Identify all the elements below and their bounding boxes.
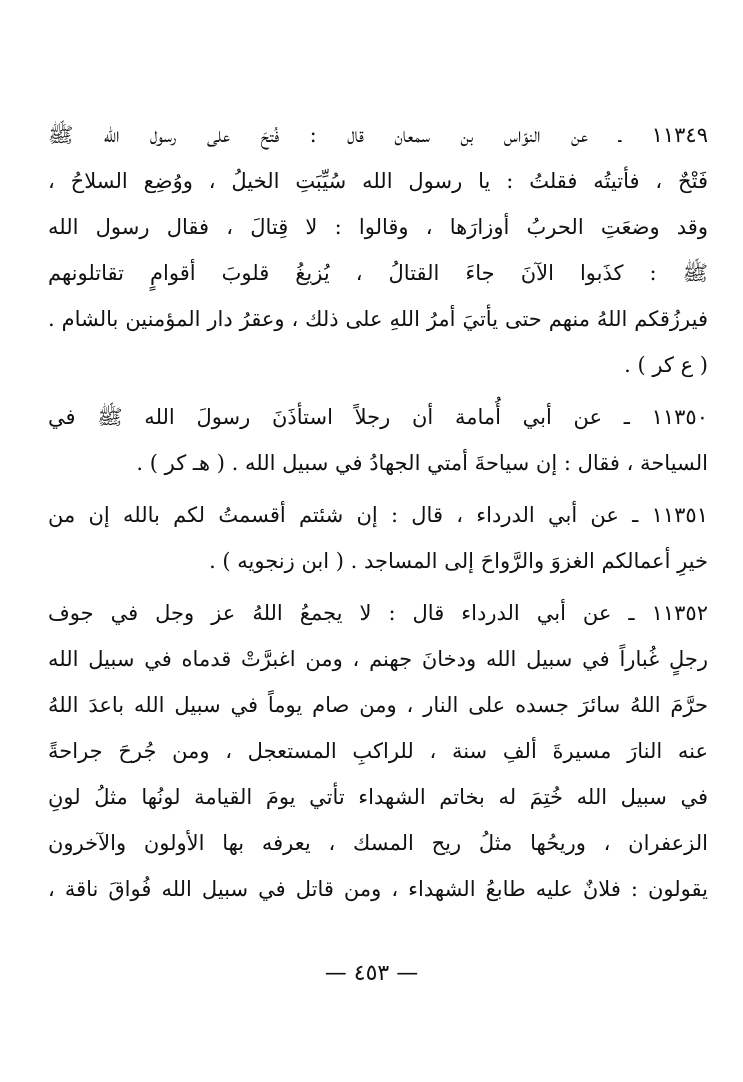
text-line: خيرِ أعمالكم الغزوَ والرَّواحَ إلى المساجد . ( ابن زنجويه ) .: [209, 549, 708, 573]
text-line: وقد وضعَتِ الحربُ أوزارَها ، وقالوا : لا قِتالَ ، فقال رسول الله: [48, 215, 708, 239]
text-line: يقولون : فلانٌ عليه طابعُ الشهداء ، ومن قاتل في سبيل الله فُواقَ ناقة ،: [48, 877, 708, 901]
text-line: السياحة ، فقال : إن سياحةَ أمتي الجهادُ في سبيل الله . ( هـ كر ) .: [136, 451, 708, 475]
page-body: [48, 112, 708, 912]
source-reference: ( ع كر ) .: [624, 353, 708, 377]
text-line: فَتْحٌ ، فأتيتُه فقلتُ : يا رسول الله سُيِّبَتِ الخيلُ ، ووُضِع السلاحُ ،: [48, 169, 708, 193]
text-line: ١١٣٥٠ ـ عن أبي أُمامة أن رجلاً استأذَنَ رسولَ الله ﷺ في: [48, 405, 708, 429]
page-number: — ٤٥٣ —: [324, 961, 419, 986]
text-line: عنه النارَ مسيرةَ ألفِ سنة ، للراكبِ المستعجل ، ومن جُرحَ جراحةً: [48, 739, 708, 763]
text-line: حرَّمَ اللهُ سائرَ جسده على النار ، ومن صام يوماً في سبيل الله باعدَ اللهُ: [48, 693, 708, 717]
text-line: الزعفران ، وريحُها مثلُ ريح المسك ، يعرفه بها الأولون والآخرون: [48, 831, 708, 855]
text-line: ١١٣٥٢ ـ عن أبي الدرداء قال : لا يجمعُ اللهُ عز وجل في جوف: [48, 601, 708, 625]
text-line: في سبيل الله خُتِمَ له بخاتم الشهداء تأتي يومَ القيامة لونُها مثلُ لونِ: [48, 785, 708, 809]
hadith-11350: [48, 394, 708, 486]
text-line: ﷺ : كذَبوا الآنَ جاءَ القتالُ ، يُزيغُ قلوبَ أقوامٍ تقاتلونهم: [48, 261, 708, 285]
hadith-11352: [48, 590, 708, 912]
hadith-11351: [48, 492, 708, 584]
text-line: فيرزُقكم اللهُ منهم حتى يأتيَ أمرُ اللهِ على ذلك ، وعقرُ دار المؤمنين بالشام .: [48, 307, 708, 331]
text-line: ١١٣٤٩ ـ عن النوّاس بن سمعان قال : فُتحَ على رسول الله ﷺ: [48, 123, 708, 147]
text-line: رجلٍ غُباراً في سبيل الله ودخانَ جهنم ، ومن اغبرَّتْ قدماه في سبيل الله: [48, 647, 708, 671]
text-line: ١١٣٥١ ـ عن أبي الدرداء ، قال : إن شئتم أقسمتُ لكم بالله إن من: [48, 503, 708, 527]
hadith-11349: [48, 112, 708, 388]
